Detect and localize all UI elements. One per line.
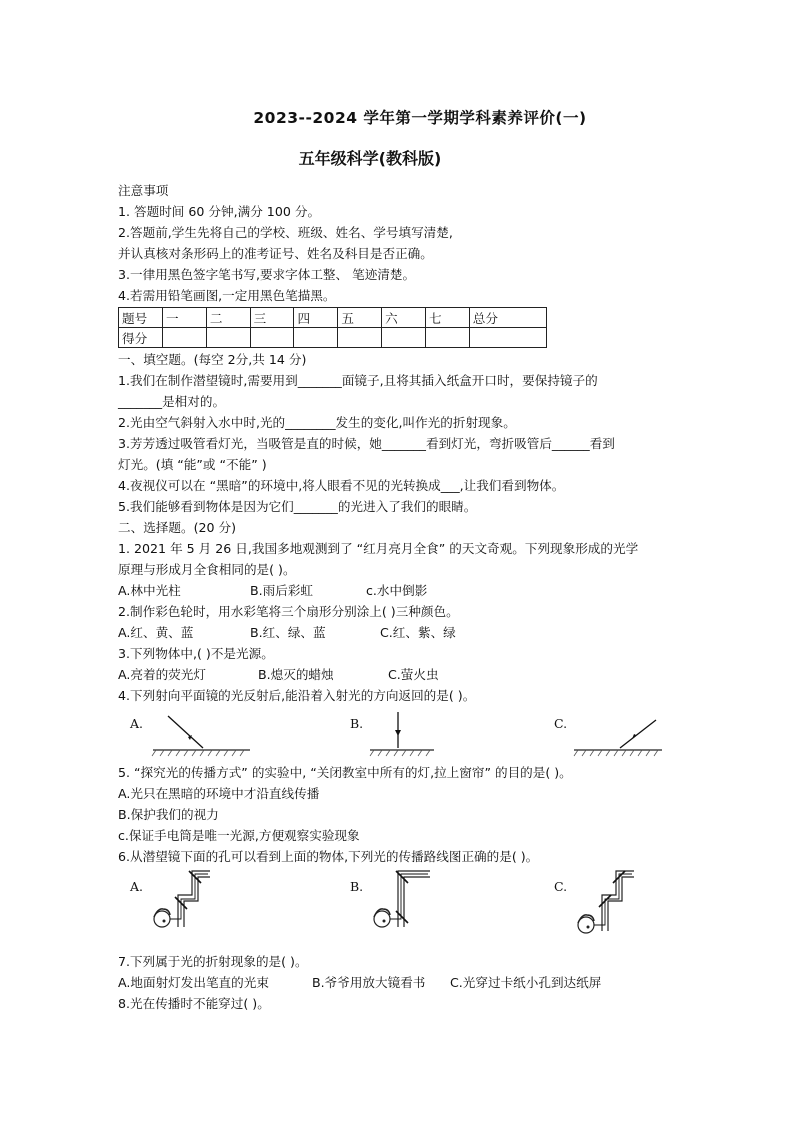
fill-question-line: 灯光。(填 “能”或 “不能” ) xyxy=(118,457,267,472)
q4-figure-label-a: A. xyxy=(130,716,144,731)
q8-text: 8.光在传播时不能穿过( )。 xyxy=(118,996,270,1011)
score-header-cell: 三 xyxy=(250,308,294,328)
q2-option-a[interactable]: A.红、黄、蓝 xyxy=(118,625,194,640)
q2-option-b[interactable]: B.红、绿、蓝 xyxy=(250,625,326,640)
section1-heading: 一、填空题。(每空 2分,共 14 分) xyxy=(118,352,307,367)
q6-text: 6.从潜望镜下面的孔可以看到上面的物体,下列光的传播路线图正确的是( )。 xyxy=(118,849,539,864)
q1-option-b[interactable]: B.雨后彩虹 xyxy=(250,583,314,598)
q3-option-b[interactable]: B.熄灭的蜡烛 xyxy=(258,667,334,682)
section2-heading: 二、选择题。(20 分) xyxy=(118,520,237,535)
score-header-cell: 五 xyxy=(338,308,382,328)
q6-figures xyxy=(118,867,688,951)
q7-text: 7.下列属于光的折射现象的是( )。 xyxy=(118,954,308,969)
q3-options xyxy=(118,664,688,685)
q7-option-a[interactable]: A.地面射灯发出笔直的光束 xyxy=(118,975,269,990)
score-header-cell: 一 xyxy=(163,308,207,328)
score-cell[interactable] xyxy=(294,328,338,348)
q4-figure-c-diagram xyxy=(572,706,668,762)
q2-text: 2.制作彩色轮时，用水彩笔将三个扇形分别涂上( )三种颜色。 xyxy=(118,604,459,619)
notes-heading: 注意事项 xyxy=(118,183,169,198)
q7-option-c[interactable]: C.光穿过卡纸小孔到达纸屏 xyxy=(450,975,602,990)
fill-question-line: 1.我们在制作潜望镜时,需要用到_______面镜子,且将其插入纸盒开口时，要保持镜子的 xyxy=(118,373,598,388)
q6-figure-c-diagram xyxy=(572,867,652,951)
note-item: 1. 答题时间 60 分钟,满分 100 分。 xyxy=(118,204,321,219)
score-header-cell: 二 xyxy=(206,308,250,328)
q4-text: 4.下列射向平面镜的光反射后,能沿着入射光的方向返回的是( )。 xyxy=(118,688,476,703)
score-header-cell: 题号 xyxy=(119,308,163,328)
score-cell[interactable] xyxy=(250,328,294,348)
exam-title: 2023--2024 学年第一学期学科素养评价(一) xyxy=(253,109,587,127)
q4-figure-a-diagram xyxy=(148,706,258,762)
note-item: 并认真核对条形码上的准考证号、姓名及科目是否正确。 xyxy=(118,246,433,261)
score-cell[interactable] xyxy=(425,328,469,348)
q5-option-c[interactable]: c.保证手电筒是唯一光源,方便观察实验现象 xyxy=(118,828,360,843)
score-cell[interactable] xyxy=(469,328,546,348)
q6-figure-label-a: A. xyxy=(130,879,144,894)
note-item: 2.答题前,学生先将自己的学校、班级、姓名、学号填写清楚, xyxy=(118,225,453,240)
q6-figure-b-diagram xyxy=(368,867,448,951)
exam-subtitle: 五年级科学(教科版) xyxy=(298,149,442,168)
q2-options xyxy=(118,622,688,643)
q7-option-b[interactable]: B.爷爷用放大镜看书 xyxy=(312,975,426,990)
q3-option-a[interactable]: A.亮着的荧光灯 xyxy=(118,667,206,682)
score-header-cell: 总分 xyxy=(469,308,546,328)
q3-text: 3.下列物体中,( )不是光源。 xyxy=(118,646,274,661)
score-row-label: 得分 xyxy=(119,328,163,348)
score-table-header-row xyxy=(119,308,547,328)
q5-text: 5. “探究光的传播方式” 的实验中, “关闭教室中所有的灯,拉上窗帘” 的目的是( )。 xyxy=(118,765,572,780)
q6-figure-a-diagram xyxy=(148,867,228,951)
q5-option-b[interactable]: B.保护我们的视力 xyxy=(118,807,219,822)
score-cell[interactable] xyxy=(206,328,250,348)
q1-option-a[interactable]: A.林中光柱 xyxy=(118,583,181,598)
fill-question-line: _______是相对的。 xyxy=(118,394,226,409)
q6-figure-label-b: B. xyxy=(350,879,364,894)
fill-question-line: 3.芳芳透过吸管看灯光，当吸管是直的时候，她_______看到灯光，弯折吸管后______看到 xyxy=(118,436,615,451)
q1-line1: 1. 2021 年 5 月 26 日,我国多地观测到了 “红月亮月全食” 的天文奇观。下列现象形成的光学 xyxy=(118,541,639,556)
fill-question-line: 5.我们能够看到物体是因为它们_______的光进入了我们的眼睛。 xyxy=(118,499,477,514)
score-table-score-row xyxy=(119,328,547,348)
q5-option-a[interactable]: A.光只在黑暗的环境中才沿直线传播 xyxy=(118,786,320,801)
q1-options xyxy=(118,580,688,601)
score-header-cell: 四 xyxy=(294,308,338,328)
q4-figure-b-diagram xyxy=(368,706,448,762)
score-header-cell: 六 xyxy=(382,308,426,328)
q3-option-c[interactable]: C.萤火虫 xyxy=(388,667,439,682)
q4-figure-label-c: C. xyxy=(554,716,568,731)
note-item: 3.一律用黑色签字笔书写,要求字体工整、 笔迹清楚。 xyxy=(118,267,416,282)
fill-question-line: 2.光由空气斜射入水中时,光的________发生的变化,叫作光的折射现象。 xyxy=(118,415,516,430)
q4-figure-label-b: B. xyxy=(350,716,364,731)
exam-content xyxy=(118,180,688,1014)
q4-figures xyxy=(118,706,688,762)
score-cell[interactable] xyxy=(338,328,382,348)
score-header-cell: 七 xyxy=(425,308,469,328)
score-table xyxy=(118,307,547,348)
q7-options xyxy=(118,972,688,993)
score-cell[interactable] xyxy=(163,328,207,348)
note-item: 4.若需用铅笔画图,一定用黑色笔描黑。 xyxy=(118,288,336,303)
q1-option-c[interactable]: c.水中倒影 xyxy=(366,583,428,598)
score-cell[interactable] xyxy=(382,328,426,348)
q2-option-c[interactable]: C.红、紫、绿 xyxy=(380,625,456,640)
fill-question-line: 4.夜视仪可以在 “黑暗”的环境中,将人眼看不见的光转换成___,让我们看到物体。 xyxy=(118,478,565,493)
q1-line2: 原理与形成月全食相同的是( )。 xyxy=(118,562,296,577)
q6-figure-label-c: C. xyxy=(554,879,568,894)
